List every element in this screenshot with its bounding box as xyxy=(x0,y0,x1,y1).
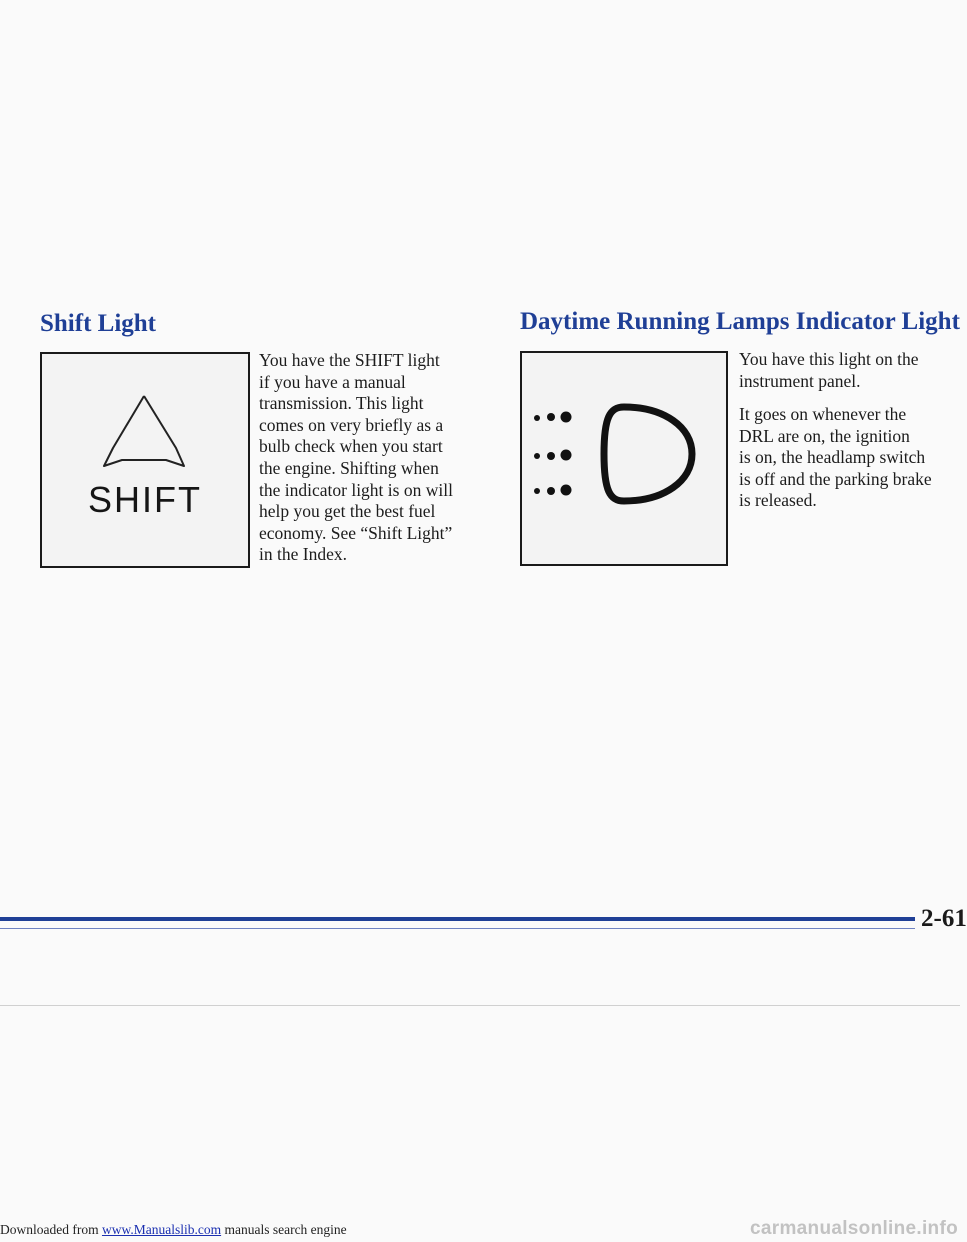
watermark-text: carmanualsonline.info xyxy=(750,1218,958,1239)
light-dot xyxy=(547,452,555,460)
manualslib-link[interactable]: www.Manualslib.com xyxy=(101,1222,222,1237)
footer-rule-thin xyxy=(0,928,915,929)
light-dot xyxy=(547,413,555,421)
page-number: 2-61 xyxy=(921,905,967,932)
light-dot xyxy=(534,488,540,494)
footer-rule-thick xyxy=(0,917,915,921)
light-dot xyxy=(561,485,572,496)
light-dot xyxy=(547,487,555,495)
drl-description-1: You have this light on the instrument panel. xyxy=(739,349,919,391)
shift-light-description: You have the SHIFT light if you have a manual transmission. This light comes on very briefly as a bulb check when you start the engine. Shifting when the indicator light is on will help you get the best fuel economy. See “Shift Light” in the Index. xyxy=(259,350,453,565)
light-dot xyxy=(561,450,572,461)
light-dot xyxy=(534,415,540,421)
shift-light-heading: Shift Light xyxy=(40,310,157,337)
download-footer xyxy=(0,1222,347,1238)
light-dot xyxy=(561,412,572,423)
footer-suffix: manuals search engine xyxy=(221,1222,347,1237)
drl-icon-box xyxy=(520,351,728,566)
light-dot xyxy=(534,453,540,459)
shift-light-icon-box xyxy=(40,352,250,568)
footer-prefix: Downloaded from xyxy=(0,1222,102,1237)
shift-icon-label: SHIFT xyxy=(88,479,202,520)
headlamp-icon xyxy=(522,353,726,564)
shift-arrow-icon xyxy=(42,354,248,566)
drl-description-2: It goes on whenever the DRL are on, the ignition is on, the headlamp switch is off and the parking brake is released. xyxy=(739,404,932,511)
drl-indicator-heading: Daytime Running Lamps Indicator Light xyxy=(520,308,960,335)
scan-edge-line xyxy=(0,1005,960,1006)
